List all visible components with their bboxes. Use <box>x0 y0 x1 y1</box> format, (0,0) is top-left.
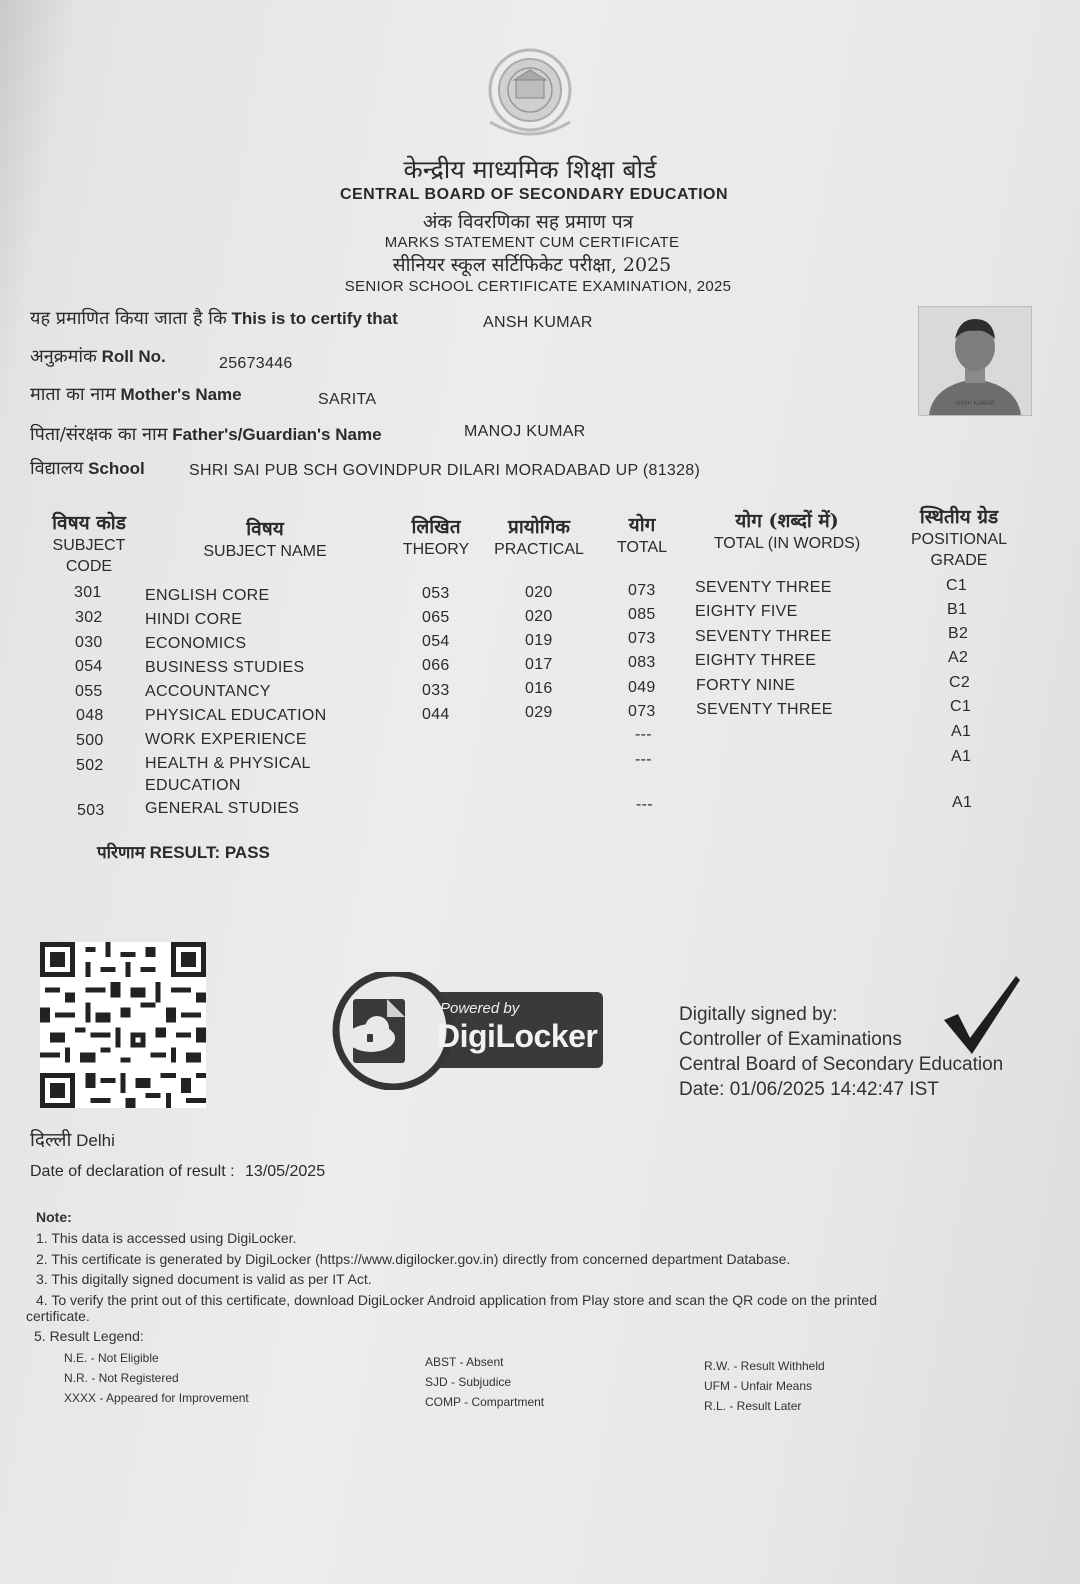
notes-title: Note: <box>36 1209 72 1225</box>
mother-name: SARITA <box>318 391 377 408</box>
school-label-hindi: विद्यालय <box>30 458 84 479</box>
cell-code: 500 <box>76 732 104 749</box>
father-name: MANOJ KUMAR <box>464 423 586 440</box>
col-header-subject <box>190 518 340 562</box>
col-header-words-hindi: योग (शब्दों में) <box>735 510 839 532</box>
legend-item: ABST - Absent <box>425 1355 504 1369</box>
certify-label <box>30 306 398 330</box>
digilocker-powered-label: Powered by <box>440 1000 520 1017</box>
cell-practical: 017 <box>525 656 553 673</box>
col-header-theory-hindi: लिखित <box>411 516 461 538</box>
note-item: 4. To verify the print out of this certificate, download DigiLocker Android application from Play store and scan the QR code on the printed <box>36 1292 877 1308</box>
certify-label-hindi: यह प्रमाणित किया जाता है कि <box>30 308 227 329</box>
cell-subject: ACCOUNTANCY <box>145 683 271 700</box>
cell-grade: B2 <box>948 625 969 642</box>
cell-subject-cont: EDUCATION <box>145 777 241 794</box>
checkmark-icon <box>940 974 1024 1058</box>
mother-label-hindi: माता का नाम <box>30 384 116 405</box>
col-header-theory <box>394 516 478 560</box>
photo-caption: ANSH KUMAR <box>954 401 995 407</box>
note-item-cont: certificate. <box>26 1308 90 1324</box>
father-label-english: Father's/Guardian's Name <box>172 425 382 444</box>
school-label <box>30 456 145 480</box>
cell-theory: 053 <box>422 585 450 602</box>
student-photo <box>918 306 1032 416</box>
declaration-date: 13/05/2025 <box>245 1163 326 1180</box>
cell-theory: 054 <box>422 633 450 650</box>
exam-title-english: SENIOR SCHOOL CERTIFICATE EXAMINATION, 2025 <box>344 278 732 295</box>
cell-practical: 019 <box>525 632 553 649</box>
col-header-total-hindi: योग <box>628 514 656 536</box>
declaration-date-row <box>30 1163 325 1181</box>
col-header-code-hindi: विषय कोड <box>52 512 126 534</box>
note-item: 5. Result Legend: <box>34 1328 144 1344</box>
certify-label-english: This is to certify that <box>231 309 398 328</box>
col-header-grade <box>896 506 1022 571</box>
student-photo-image <box>919 307 1031 415</box>
col-header-code-english: SUBJECT CODE <box>52 537 126 575</box>
cell-total: 073 <box>628 630 656 647</box>
declaration-date-label: Date of declaration of result : <box>30 1163 235 1180</box>
cell-practical: 020 <box>525 608 553 625</box>
legend-item: N.E. - Not Eligible <box>64 1351 159 1365</box>
col-header-subject-english: SUBJECT NAME <box>203 543 327 560</box>
digilocker-badge <box>325 972 610 1090</box>
cell-grade: A1 <box>951 748 972 765</box>
roll-number: 25673446 <box>219 355 293 372</box>
cell-code: 301 <box>74 584 102 601</box>
document-title-hindi: अंक विवरणिका सह प्रमाण पत्र <box>422 211 634 233</box>
cell-practical: 020 <box>525 584 553 601</box>
cell-grade: B1 <box>947 601 968 618</box>
cell-words: FORTY NINE <box>696 677 796 694</box>
school-name: SHRI SAI PUB SCH GOVINDPUR DILARI MORADABAD UP (81328) <box>189 462 701 479</box>
col-header-theory-english: THEORY <box>402 541 470 558</box>
legend-item: R.W. - Result Withheld <box>704 1359 825 1373</box>
legend-column-1 <box>64 1348 249 1408</box>
cell-code: 302 <box>75 609 103 626</box>
mother-label <box>30 382 242 406</box>
cell-subject: WORK EXPERIENCE <box>145 731 307 748</box>
cell-subject: BUSINESS STUDIES <box>145 659 305 676</box>
col-header-words <box>698 510 876 554</box>
col-header-practical <box>486 516 592 560</box>
cell-theory: 033 <box>422 682 450 699</box>
note-item: 2. This certificate is generated by DigiLocker (https://www.digilocker.gov.in) directly from concerned department Database. <box>36 1251 791 1267</box>
cell-grade: A1 <box>951 723 972 740</box>
result-label-hindi: परिणाम <box>97 843 145 863</box>
cell-theory: 044 <box>422 706 450 723</box>
board-name-english: CENTRAL BOARD OF SECONDARY EDUCATION <box>339 186 729 203</box>
cell-grade: C2 <box>949 674 971 691</box>
cell-practical: 016 <box>525 680 553 697</box>
mother-label-english: Mother's Name <box>120 385 242 404</box>
cell-total: --- <box>635 726 652 743</box>
board-name-hindi: केन्द्रीय माध्यमिक शिक्षा बोर्ड <box>403 155 657 184</box>
col-header-words-english: TOTAL (IN WORDS) <box>713 535 861 552</box>
col-header-total <box>606 514 678 558</box>
cell-code: 030 <box>75 634 103 651</box>
father-label <box>30 422 382 446</box>
cell-theory: 066 <box>422 657 450 674</box>
cell-subject: PHYSICAL EDUCATION <box>145 707 327 724</box>
cell-practical: 029 <box>525 704 553 721</box>
note-item: 1. This data is accessed using DigiLocker. <box>36 1230 297 1246</box>
col-header-subject-hindi: विषय <box>246 518 284 540</box>
cell-total: 085 <box>628 606 656 623</box>
legend-item: COMP - Compartment <box>425 1395 545 1409</box>
legend-item: N.R. - Not Registered <box>64 1371 179 1385</box>
cell-code: 503 <box>77 802 105 819</box>
cell-code: 048 <box>76 707 104 724</box>
cell-words: SEVENTY THREE <box>695 628 832 645</box>
cell-words: EIGHTY FIVE <box>695 603 798 620</box>
exam-title-hindi: सीनियर स्कूल सर्टिफिकेट परीक्षा, 2025 <box>392 254 672 276</box>
cell-code: 502 <box>76 757 104 774</box>
cell-grade: A1 <box>952 794 973 811</box>
cell-words: SEVENTY THREE <box>695 579 832 596</box>
cell-grade: C1 <box>946 577 968 594</box>
cell-code: 054 <box>75 658 103 675</box>
col-header-grade-english: POSITIONAL GRADE <box>910 531 1008 569</box>
legend-column-3 <box>704 1356 825 1416</box>
col-header-practical-english: PRACTICAL <box>494 541 584 558</box>
col-header-total-english: TOTAL <box>616 539 668 556</box>
legend-item: SJD - Subjudice <box>425 1375 512 1389</box>
legend-item: UFM - Unfair Means <box>704 1379 813 1393</box>
cell-total: 083 <box>628 654 656 671</box>
cell-total: 049 <box>628 679 656 696</box>
digilocker-brand: DigiLocker <box>437 1018 598 1054</box>
roll-label-english: Roll No. <box>101 347 166 366</box>
cell-subject: GENERAL STUDIES <box>145 800 300 817</box>
col-header-practical-hindi: प्रायोगिक <box>508 516 570 538</box>
cell-grade: A2 <box>948 649 969 666</box>
result-status <box>97 840 270 863</box>
col-header-code <box>30 512 148 577</box>
cbse-emblem-logo <box>478 46 582 142</box>
result-text: RESULT: PASS <box>149 843 270 862</box>
legend-item: R.L. - Result Later <box>704 1399 802 1413</box>
cell-subject: ENGLISH CORE <box>145 587 270 604</box>
roll-label-hindi: अनुक्रमांक <box>30 346 97 367</box>
cell-total: --- <box>635 751 652 768</box>
cell-total: --- <box>636 796 653 813</box>
note-item: 3. This digitally signed document is valid as per IT Act. <box>36 1271 372 1287</box>
cell-subject: ECONOMICS <box>145 635 247 652</box>
signature-line-1: Digitally signed by: <box>679 1004 838 1025</box>
document-title-english: MARKS STATEMENT CUM CERTIFICATE <box>384 234 680 251</box>
signature-date: Date: 01/06/2025 14:42:47 IST <box>679 1079 939 1100</box>
verification-qr-code[interactable] <box>40 942 206 1108</box>
cell-words: EIGHTY THREE <box>695 652 817 669</box>
place-english: Delhi <box>76 1131 115 1150</box>
father-label-hindi: पिता/संरक्षक का नाम <box>30 424 168 445</box>
roll-label <box>30 344 166 368</box>
place-hindi: दिल्ली <box>30 1129 72 1151</box>
cell-theory: 065 <box>422 609 450 626</box>
school-label-english: School <box>88 459 145 478</box>
cell-total: 073 <box>628 582 656 599</box>
cell-words: SEVENTY THREE <box>696 701 833 718</box>
cell-total: 073 <box>628 703 656 720</box>
legend-column-2 <box>425 1352 544 1412</box>
student-name: ANSH KUMAR <box>483 314 593 331</box>
cell-subject: HINDI CORE <box>145 611 243 628</box>
place <box>30 1126 115 1152</box>
cell-subject: HEALTH & PHYSICAL <box>145 755 311 772</box>
col-header-grade-hindi: स्थितीय ग्रेड <box>919 506 999 528</box>
signature-line-2: Controller of Examinations <box>679 1029 902 1050</box>
legend-item: XXXX - Appeared for Improvement <box>64 1391 249 1405</box>
signature-line-3: Central Board of Secondary Education <box>679 1054 1004 1075</box>
cell-grade: C1 <box>950 698 972 715</box>
cell-code: 055 <box>75 683 103 700</box>
